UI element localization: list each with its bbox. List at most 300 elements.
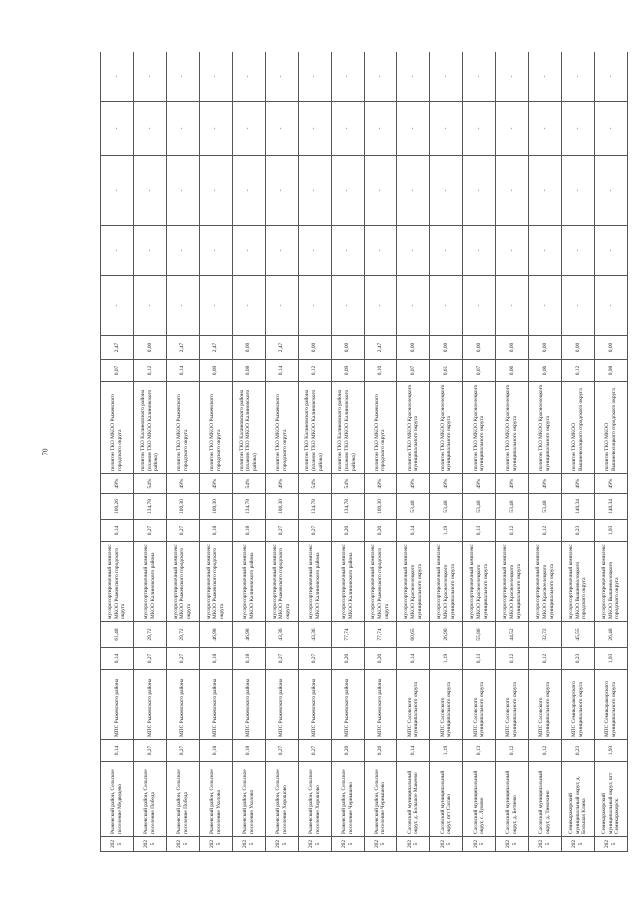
empty-cell: -	[298, 102, 331, 156]
volume-cell: 0,13	[463, 648, 496, 670]
settlement-cell: Рыжевский район, Сельское поселение Ухолово	[232, 762, 265, 837]
share-cell: 49%	[199, 474, 232, 494]
distance-cell: 60,65	[397, 622, 430, 648]
volume-cell: 1,19	[430, 520, 463, 542]
table-row	[463, 52, 496, 852]
landfill-cell: полигон ТКО МКОО Вышневолоцкого городского округа	[562, 382, 595, 474]
volume-cell: 0,07	[463, 360, 496, 382]
settlement-cell: Рыжевский район, Сельское поселение Хорошово	[298, 762, 331, 837]
distance-cell: 0,00	[463, 336, 496, 360]
year-cell: 2025	[166, 837, 199, 852]
empty-cell: -	[166, 102, 199, 156]
volume-cell: 0,09	[331, 360, 364, 382]
table-row	[529, 52, 562, 852]
share-cell: 49%	[397, 474, 430, 494]
distance-cell: 53,48	[529, 494, 562, 520]
volume-cell: 0,20	[331, 740, 364, 762]
distance-cell: 0,00	[298, 336, 331, 360]
settlement-cell: Сасовский муниципальный округ, пгт Сасово	[430, 762, 463, 837]
settlement-cell: Сасовский муниципальный округ, д. Бетнево	[496, 762, 529, 837]
volume-cell: 0,08	[232, 360, 265, 382]
distance-cell: 53,48	[463, 494, 496, 520]
volume-cell: 0,12	[529, 520, 562, 542]
volume-cell: 0,10	[364, 360, 397, 382]
volume-cell: 0,14	[397, 740, 430, 762]
complex-cell: мусоросортировочный комплекс МКОО Рыжевского городского округа	[265, 542, 298, 622]
distance-cell: 0,00	[397, 336, 430, 360]
volume-cell: 0,12	[496, 648, 529, 670]
landfill-cell: полигон ТКО МКОО Красноелецкого муниципального округа	[496, 382, 529, 474]
empty-cell: -	[463, 52, 496, 102]
source-cell: МПС Семикаракорского муниципального округа	[595, 670, 628, 740]
source-cell: МПС Рыжевского района	[331, 670, 364, 740]
empty-cell: -	[199, 102, 232, 156]
empty-cell: -	[331, 276, 364, 336]
table-row	[232, 52, 265, 852]
empty-cell: -	[529, 52, 562, 102]
distance-cell: 0,00	[529, 336, 562, 360]
complex-cell: мусоросортировочный комплекс МКОО Рыжевского городского округа	[166, 542, 199, 622]
empty-cell: -	[331, 102, 364, 156]
year-cell: 2025	[133, 837, 166, 852]
volume-cell: 1,19	[430, 648, 463, 670]
empty-cell: -	[298, 226, 331, 276]
empty-cell: -	[529, 102, 562, 156]
empty-cell: -	[364, 276, 397, 336]
distance-cell: 26,48	[595, 622, 628, 648]
landfill-cell: полигон ТКО МКОО Красноелецкого муниципального округа	[529, 382, 562, 474]
share-cell: 49%	[595, 474, 628, 494]
empty-cell: -	[133, 52, 166, 102]
empty-cell: -	[430, 156, 463, 226]
empty-cell: -	[496, 52, 529, 102]
volume-cell: 0,14	[397, 520, 430, 542]
settlement-cell: Рыжевский район, Сельское поселение Чернышево	[364, 762, 397, 837]
volume-cell: 0,18	[199, 520, 232, 542]
landfill-cell: полигон ТКО МКОО Рыжевского городского округа	[199, 382, 232, 474]
distance-cell: 29,72	[166, 622, 199, 648]
year-cell: 2025	[463, 837, 496, 852]
complex-cell: мусоросортировочный комплекс МКОО Калиновского района	[232, 542, 265, 622]
year-cell: 2025	[529, 837, 562, 852]
volume-cell: 0,12	[562, 360, 595, 382]
empty-cell: -	[397, 156, 430, 226]
empty-cell: -	[298, 156, 331, 226]
table-row	[562, 52, 595, 852]
distance-cell: 2,47	[364, 336, 397, 360]
table-row	[397, 52, 430, 852]
table-rotator	[100, 52, 628, 852]
volume-cell: 0,27	[166, 648, 199, 670]
settlement-cell: Сасовский муниципальный округ, д. Тимохино	[529, 762, 562, 837]
distance-cell: 140,34	[595, 494, 628, 520]
settlement-cell: Рыжевский район, Сельское поселение Хорошово	[265, 762, 298, 837]
settlement-cell: Рыжевский район, Сельское поселение Медведево	[101, 762, 134, 837]
volume-cell: 0,27	[133, 520, 166, 542]
empty-cell: -	[265, 102, 298, 156]
volume-cell: 0,12	[529, 648, 562, 670]
volume-cell: 0,27	[298, 648, 331, 670]
volume-cell: 0,20	[364, 740, 397, 762]
year-cell: 2025	[364, 837, 397, 852]
source-cell: МПС Сасовского муниципального округа	[463, 670, 496, 740]
volume-cell: 0,18	[232, 648, 265, 670]
share-cell: 49%	[562, 474, 595, 494]
table-row	[199, 52, 232, 852]
distance-cell: 2,47	[199, 336, 232, 360]
distance-cell: 43,36	[298, 622, 331, 648]
landfill-cell: полигон ТКО МКОО Красноелецкого муниципального округа	[397, 382, 430, 474]
distance-cell: 55,86	[463, 622, 496, 648]
source-cell: МПС Сасовского муниципального округа	[496, 670, 529, 740]
empty-cell: -	[331, 52, 364, 102]
distance-cell: 46,98	[199, 622, 232, 648]
landfill-cell: полигон ТКО Калиновского района (планом ТКО МКОО Калиновского района)	[232, 382, 265, 474]
distance-cell: 140,34	[562, 494, 595, 520]
year-cell: 2025	[595, 837, 628, 852]
empty-cell: -	[232, 156, 265, 226]
empty-cell: -	[265, 52, 298, 102]
empty-cell: -	[101, 156, 134, 226]
landfill-cell: полигон ТКО Калиновского района (планом ТКО МКОО Калиновского района)	[331, 382, 364, 474]
volume-cell: 1,93	[595, 740, 628, 762]
year-cell: 2025	[562, 837, 595, 852]
year-cell: 2025	[265, 837, 298, 852]
volume-cell: 0,14	[101, 520, 134, 542]
empty-cell: -	[364, 156, 397, 226]
empty-cell: -	[529, 226, 562, 276]
share-cell: 49%	[101, 474, 134, 494]
distance-cell: 134,78	[232, 494, 265, 520]
empty-cell: -	[397, 276, 430, 336]
empty-cell: -	[529, 156, 562, 226]
empty-cell: -	[101, 52, 134, 102]
share-cell: 49%	[265, 474, 298, 494]
distance-cell: 53,48	[397, 494, 430, 520]
landfill-cell: полигон ТКО МКОО Рыжевского городского округа	[364, 382, 397, 474]
year-cell: 2025	[199, 837, 232, 852]
empty-cell: -	[463, 226, 496, 276]
complex-cell: мусоросортировочный комплекс МКОО Красноелецкого муниципального округа	[430, 542, 463, 622]
volume-cell: 0,13	[463, 740, 496, 762]
volume-cell: 0,14	[166, 360, 199, 382]
empty-cell: -	[397, 226, 430, 276]
distance-cell: 100,30	[166, 494, 199, 520]
empty-cell: -	[133, 102, 166, 156]
empty-cell: -	[133, 276, 166, 336]
distance-cell: 2,47	[166, 336, 199, 360]
share-cell: 49%	[430, 474, 463, 494]
volume-cell: 0,14	[265, 360, 298, 382]
landfill-cell: полигон ТКО МКОО Вышневолоцкого городского округа	[595, 382, 628, 474]
landfill-cell: полигон ТКО МКОО Рыжевского городского округа	[265, 382, 298, 474]
empty-cell: -	[232, 276, 265, 336]
volume-cell: 0,18	[232, 520, 265, 542]
empty-cell: -	[562, 276, 595, 336]
distance-cell: 32,72	[529, 622, 562, 648]
complex-cell: мусоросортировочный комплекс МКОО Калиновского района	[298, 542, 331, 622]
source-cell: МПС Рыжевского района	[232, 670, 265, 740]
distance-cell: 45,55	[562, 622, 595, 648]
volume-cell: 0,07	[397, 360, 430, 382]
table-row	[166, 52, 199, 852]
page-number: 70	[41, 448, 50, 456]
empty-cell: -	[101, 102, 134, 156]
year-cell: 2025	[331, 837, 364, 852]
volume-cell: 0,27	[133, 648, 166, 670]
distance-cell: 0,00	[133, 336, 166, 360]
complex-cell: мусоросортировочный комплекс МКОО Красноелецкого муниципального округа	[463, 542, 496, 622]
distance-cell: 2,47	[101, 336, 134, 360]
source-cell: МПС Рыжевского района	[298, 670, 331, 740]
routing-table	[100, 52, 628, 852]
volume-cell: 0,14	[397, 648, 430, 670]
empty-cell: -	[298, 276, 331, 336]
volume-cell: 0,27	[133, 740, 166, 762]
complex-cell: мусоросортировочный комплекс МКОО Красноелецкого муниципального округа	[529, 542, 562, 622]
volume-cell: 0,27	[265, 648, 298, 670]
distance-cell: 77,74	[331, 622, 364, 648]
empty-cell: -	[199, 156, 232, 226]
share-cell: 49%	[463, 474, 496, 494]
volume-cell: 0,09	[199, 360, 232, 382]
empty-cell: -	[133, 226, 166, 276]
distance-cell: 53,48	[496, 494, 529, 520]
empty-cell: -	[463, 156, 496, 226]
table-row	[430, 52, 463, 852]
complex-cell: мусоросортировочный комплекс МКОО Красноелецкого муниципального округа	[397, 542, 430, 622]
empty-cell: -	[595, 156, 628, 226]
distance-cell: 43,36	[265, 622, 298, 648]
empty-cell: -	[331, 226, 364, 276]
distance-cell: 0,00	[232, 336, 265, 360]
empty-cell: -	[529, 276, 562, 336]
distance-cell: 26,90	[430, 622, 463, 648]
empty-cell: -	[166, 276, 199, 336]
empty-cell: -	[265, 156, 298, 226]
share-cell: 49%	[166, 474, 199, 494]
empty-cell: -	[463, 102, 496, 156]
complex-cell: мусоросортировочный комплекс МКОО Калиновского района	[133, 542, 166, 622]
volume-cell: 0,12	[496, 740, 529, 762]
volume-cell: 0,27	[298, 520, 331, 542]
volume-cell: 0,06	[496, 360, 529, 382]
empty-cell: -	[430, 52, 463, 102]
empty-cell: -	[595, 102, 628, 156]
distance-cell: 29,72	[133, 622, 166, 648]
empty-cell: -	[595, 52, 628, 102]
empty-cell: -	[101, 276, 134, 336]
year-cell: 2025	[298, 837, 331, 852]
landfill-cell: полигон ТКО МКОО Красноелецкого муниципального округа	[430, 382, 463, 474]
volume-cell: 0,14	[101, 740, 134, 762]
distance-cell: 100,30	[265, 494, 298, 520]
share-cell: 49%	[364, 474, 397, 494]
settlement-cell: Рыжевский район, Сельское поселение Победа	[166, 762, 199, 837]
table-row	[101, 52, 134, 852]
complex-cell: мусоросортировочный комплекс МКОО Красноелецкого муниципального округа	[496, 542, 529, 622]
volume-cell: 0,20	[331, 648, 364, 670]
settlement-cell: Семикаракорский муниципальный округ, д. Большая Клина	[562, 762, 595, 837]
distance-cell: 44,52	[496, 622, 529, 648]
empty-cell: -	[232, 102, 265, 156]
empty-cell: -	[562, 226, 595, 276]
volume-cell: 1,93	[595, 520, 628, 542]
source-cell: МПС Сасовского муниципального округа	[397, 670, 430, 740]
volume-cell: 0,07	[101, 360, 134, 382]
landfill-cell: полигон ТКО МКОО Красноелецкого муниципального округа	[463, 382, 496, 474]
empty-cell: -	[496, 276, 529, 336]
source-cell: МПС Сасовского муниципального округа	[430, 670, 463, 740]
source-cell: МПС Рыжевского района	[101, 670, 134, 740]
volume-cell: 0,23	[562, 740, 595, 762]
empty-cell: -	[364, 52, 397, 102]
year-cell: 2025	[496, 837, 529, 852]
empty-cell: -	[595, 276, 628, 336]
empty-cell: -	[595, 226, 628, 276]
distance-cell: 134,78	[298, 494, 331, 520]
volume-cell: 0,20	[364, 520, 397, 542]
empty-cell: -	[430, 276, 463, 336]
table-row	[265, 52, 298, 852]
empty-cell: -	[133, 156, 166, 226]
empty-cell: -	[298, 52, 331, 102]
complex-cell: мусоросортировочный комплекс МКОО Вышневолоцкого городского округа	[595, 542, 628, 622]
volume-cell: 0,12	[133, 360, 166, 382]
settlement-cell: Сасовский муниципальный округ, с. Луково	[463, 762, 496, 837]
share-cell: 54%	[331, 474, 364, 494]
table-row	[331, 52, 364, 852]
settlement-cell: Рыжевский район, Сельское поселение Чернышево	[331, 762, 364, 837]
landfill-cell: полигон ТКО Калиновского района (планом ТКО МКОО Калиновского района)	[298, 382, 331, 474]
source-cell: МПС Рыжевского района	[133, 670, 166, 740]
empty-cell: -	[199, 276, 232, 336]
settlement-cell: Семикаракорский муниципальный округ, пгт Семикаракорск	[595, 762, 628, 837]
source-cell: МПС Семикаракорского муниципального округа	[562, 670, 595, 740]
year-cell: 2025	[232, 837, 265, 852]
empty-cell: -	[364, 226, 397, 276]
empty-cell: -	[166, 156, 199, 226]
volume-cell: 0,27	[166, 520, 199, 542]
empty-cell: -	[496, 156, 529, 226]
source-cell: МПС Рыжевского района	[265, 670, 298, 740]
empty-cell: -	[232, 226, 265, 276]
empty-cell: -	[463, 276, 496, 336]
distance-cell: 61,48	[101, 622, 134, 648]
volume-cell: 1,19	[430, 740, 463, 762]
source-cell: МПС Рыжевского района	[199, 670, 232, 740]
table-row	[496, 52, 529, 852]
landfill-cell: полигон ТКО Калиновского района (планом ТКО МКОО Калиновского района)	[133, 382, 166, 474]
empty-cell: -	[331, 156, 364, 226]
empty-cell: -	[562, 102, 595, 156]
volume-cell: 0,18	[199, 648, 232, 670]
distance-cell: 100,30	[199, 494, 232, 520]
source-cell: МПС Рыжевского района	[166, 670, 199, 740]
distance-cell: 0,00	[430, 336, 463, 360]
distance-cell: 0,00	[331, 336, 364, 360]
distance-cell: 53,48	[430, 494, 463, 520]
settlement-cell: Рыжевский район, Сельское поселение Победа	[133, 762, 166, 837]
volume-cell: 0,12	[298, 360, 331, 382]
table-row	[298, 52, 331, 852]
empty-cell: -	[430, 226, 463, 276]
distance-cell: 2,47	[265, 336, 298, 360]
table-row	[595, 52, 628, 852]
distance-cell: 134,78	[331, 494, 364, 520]
volume-cell: 0,12	[529, 740, 562, 762]
share-cell: 54%	[133, 474, 166, 494]
distance-cell: 0,00	[496, 336, 529, 360]
year-cell: 2025	[430, 837, 463, 852]
volume-cell: 0,27	[298, 740, 331, 762]
year-cell: 2025	[397, 837, 430, 852]
volume-cell: 0,12	[496, 520, 529, 542]
empty-cell: -	[199, 226, 232, 276]
distance-cell: 134,78	[133, 494, 166, 520]
volume-cell: 0,18	[232, 740, 265, 762]
volume-cell: 0,23	[562, 520, 595, 542]
empty-cell: -	[265, 276, 298, 336]
distance-cell: 77,74	[364, 622, 397, 648]
empty-cell: -	[166, 52, 199, 102]
empty-cell: -	[397, 102, 430, 156]
empty-cell: -	[496, 102, 529, 156]
empty-cell: -	[101, 226, 134, 276]
complex-cell: мусоросортировочный комплекс МКОО Рыжевского городского округа	[199, 542, 232, 622]
empty-cell: -	[397, 52, 430, 102]
source-cell: МПС Рыжевского района	[364, 670, 397, 740]
complex-cell: мусоросортировочный комплекс МКОО Калиновского района	[331, 542, 364, 622]
table-row	[364, 52, 397, 852]
empty-cell: -	[199, 52, 232, 102]
volume-cell: 0,06	[529, 360, 562, 382]
settlement-cell: Сасовский муниципальный округ, д. Большое Макеево	[397, 762, 430, 837]
volume-cell: 1,93	[595, 648, 628, 670]
volume-cell: 0,61	[430, 360, 463, 382]
complex-cell: мусоросортировочный комплекс МКОО Рыжевского городского округа	[101, 542, 134, 622]
table-row	[133, 52, 166, 852]
empty-cell: -	[430, 102, 463, 156]
distance-cell: 0,00	[595, 336, 628, 360]
volume-cell: 0,98	[595, 360, 628, 382]
volume-cell: 0,14	[101, 648, 134, 670]
empty-cell: -	[166, 226, 199, 276]
empty-cell: -	[496, 226, 529, 276]
volume-cell: 0,27	[166, 740, 199, 762]
distance-cell: 46,98	[232, 622, 265, 648]
complex-cell: мусоросортировочный комплекс МКОО Вышневолоцкого городского округа	[562, 542, 595, 622]
landfill-cell: полигон ТКО МКОО Рыжевского городского округа	[101, 382, 134, 474]
share-cell: 49%	[496, 474, 529, 494]
empty-cell: -	[232, 52, 265, 102]
landfill-cell: полигон ТКО МКОО Рыжевского городского округа	[166, 382, 199, 474]
complex-cell: мусоросортировочный комплекс МКОО Рыжевского городского округа	[364, 542, 397, 622]
empty-cell: -	[562, 52, 595, 102]
distance-cell: 0,00	[562, 336, 595, 360]
empty-cell: -	[562, 156, 595, 226]
table-body	[101, 52, 628, 852]
volume-cell: 0,20	[364, 648, 397, 670]
share-cell: 49%	[529, 474, 562, 494]
settlement-cell: Рыжевский район, Сельское поселение Ухолово	[199, 762, 232, 837]
year-cell: 2025	[101, 837, 134, 852]
distance-cell: 100,26	[101, 494, 134, 520]
volume-cell: 0,18	[199, 740, 232, 762]
share-cell: 54%	[298, 474, 331, 494]
distance-cell: 100,30	[364, 494, 397, 520]
volume-cell: 0,13	[463, 520, 496, 542]
